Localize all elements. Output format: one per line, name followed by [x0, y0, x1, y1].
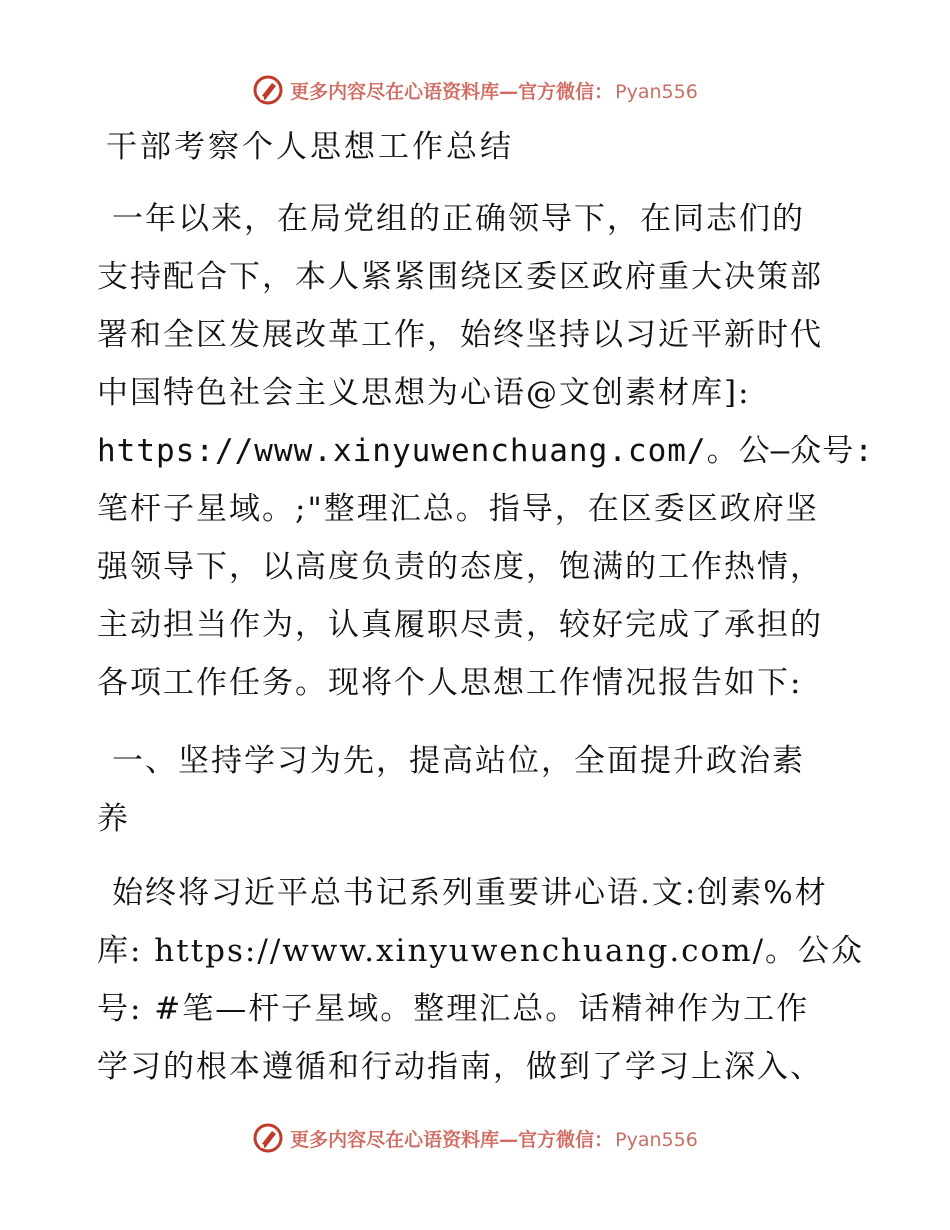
- paragraph-line: 始终将习近平总书记系列重要讲心语.文:创素%材: [112, 875, 828, 911]
- paragraph-line: 主动担当作为，认真履职尽责，较好完成了承担的: [97, 607, 823, 643]
- paragraph-line: 学习的根本遵循和行动指南，做到了学习上深入、: [97, 1049, 823, 1085]
- paragraph-line: 各项工作任务。现将个人思想工作情况报告如下:: [97, 665, 803, 701]
- paragraph-line: 强领导下，以高度负责的态度，饱满的工作热情，: [97, 549, 823, 585]
- paragraph-line: https://www.xinyuwenchuang.com/。公—众号:: [97, 433, 874, 469]
- pen-logo-icon: [252, 1122, 284, 1154]
- paragraph-line: 笔杆子星域。;"整理汇总。指导，在区委区政府坚: [97, 491, 819, 527]
- watermark-banner-bottom: [0, 1118, 950, 1158]
- watermark-text: 更多内容尽在心语资料库—官方微信： Pyan556: [290, 80, 698, 103]
- paragraph-line: 一年以来，在局党组的正确领导下，在同志们的: [112, 201, 805, 237]
- pen-logo-icon: [252, 74, 284, 106]
- section-heading: 养: [97, 801, 130, 837]
- section-heading: 一、坚持学习为先，提高站位，全面提升政治素: [112, 743, 805, 779]
- paragraph-line: 署和全区发展改革工作，始终坚持以习近平新时代: [97, 317, 823, 353]
- paragraph-line: 中国特色社会主义思想为心语@文创素材库]:: [97, 375, 751, 411]
- watermark-text: 更多内容尽在心语资料库—官方微信： Pyan556: [290, 1128, 698, 1151]
- document-title: 干部考察个人思想工作总结: [106, 129, 514, 165]
- wechat-id: Pyan556: [615, 1128, 698, 1151]
- paragraph-line: 号: #笔—杆子星域。整理汇总。话精神作为工作: [97, 991, 810, 1027]
- watermark-banner-top: [0, 70, 950, 110]
- paragraph-line: 支持配合下，本人紧紧围绕区委区政府重大决策部: [97, 259, 823, 295]
- wechat-id: Pyan556: [615, 80, 698, 103]
- paragraph-line: 库: https://www.xinyuwenchuang.com/。公众: [97, 933, 865, 969]
